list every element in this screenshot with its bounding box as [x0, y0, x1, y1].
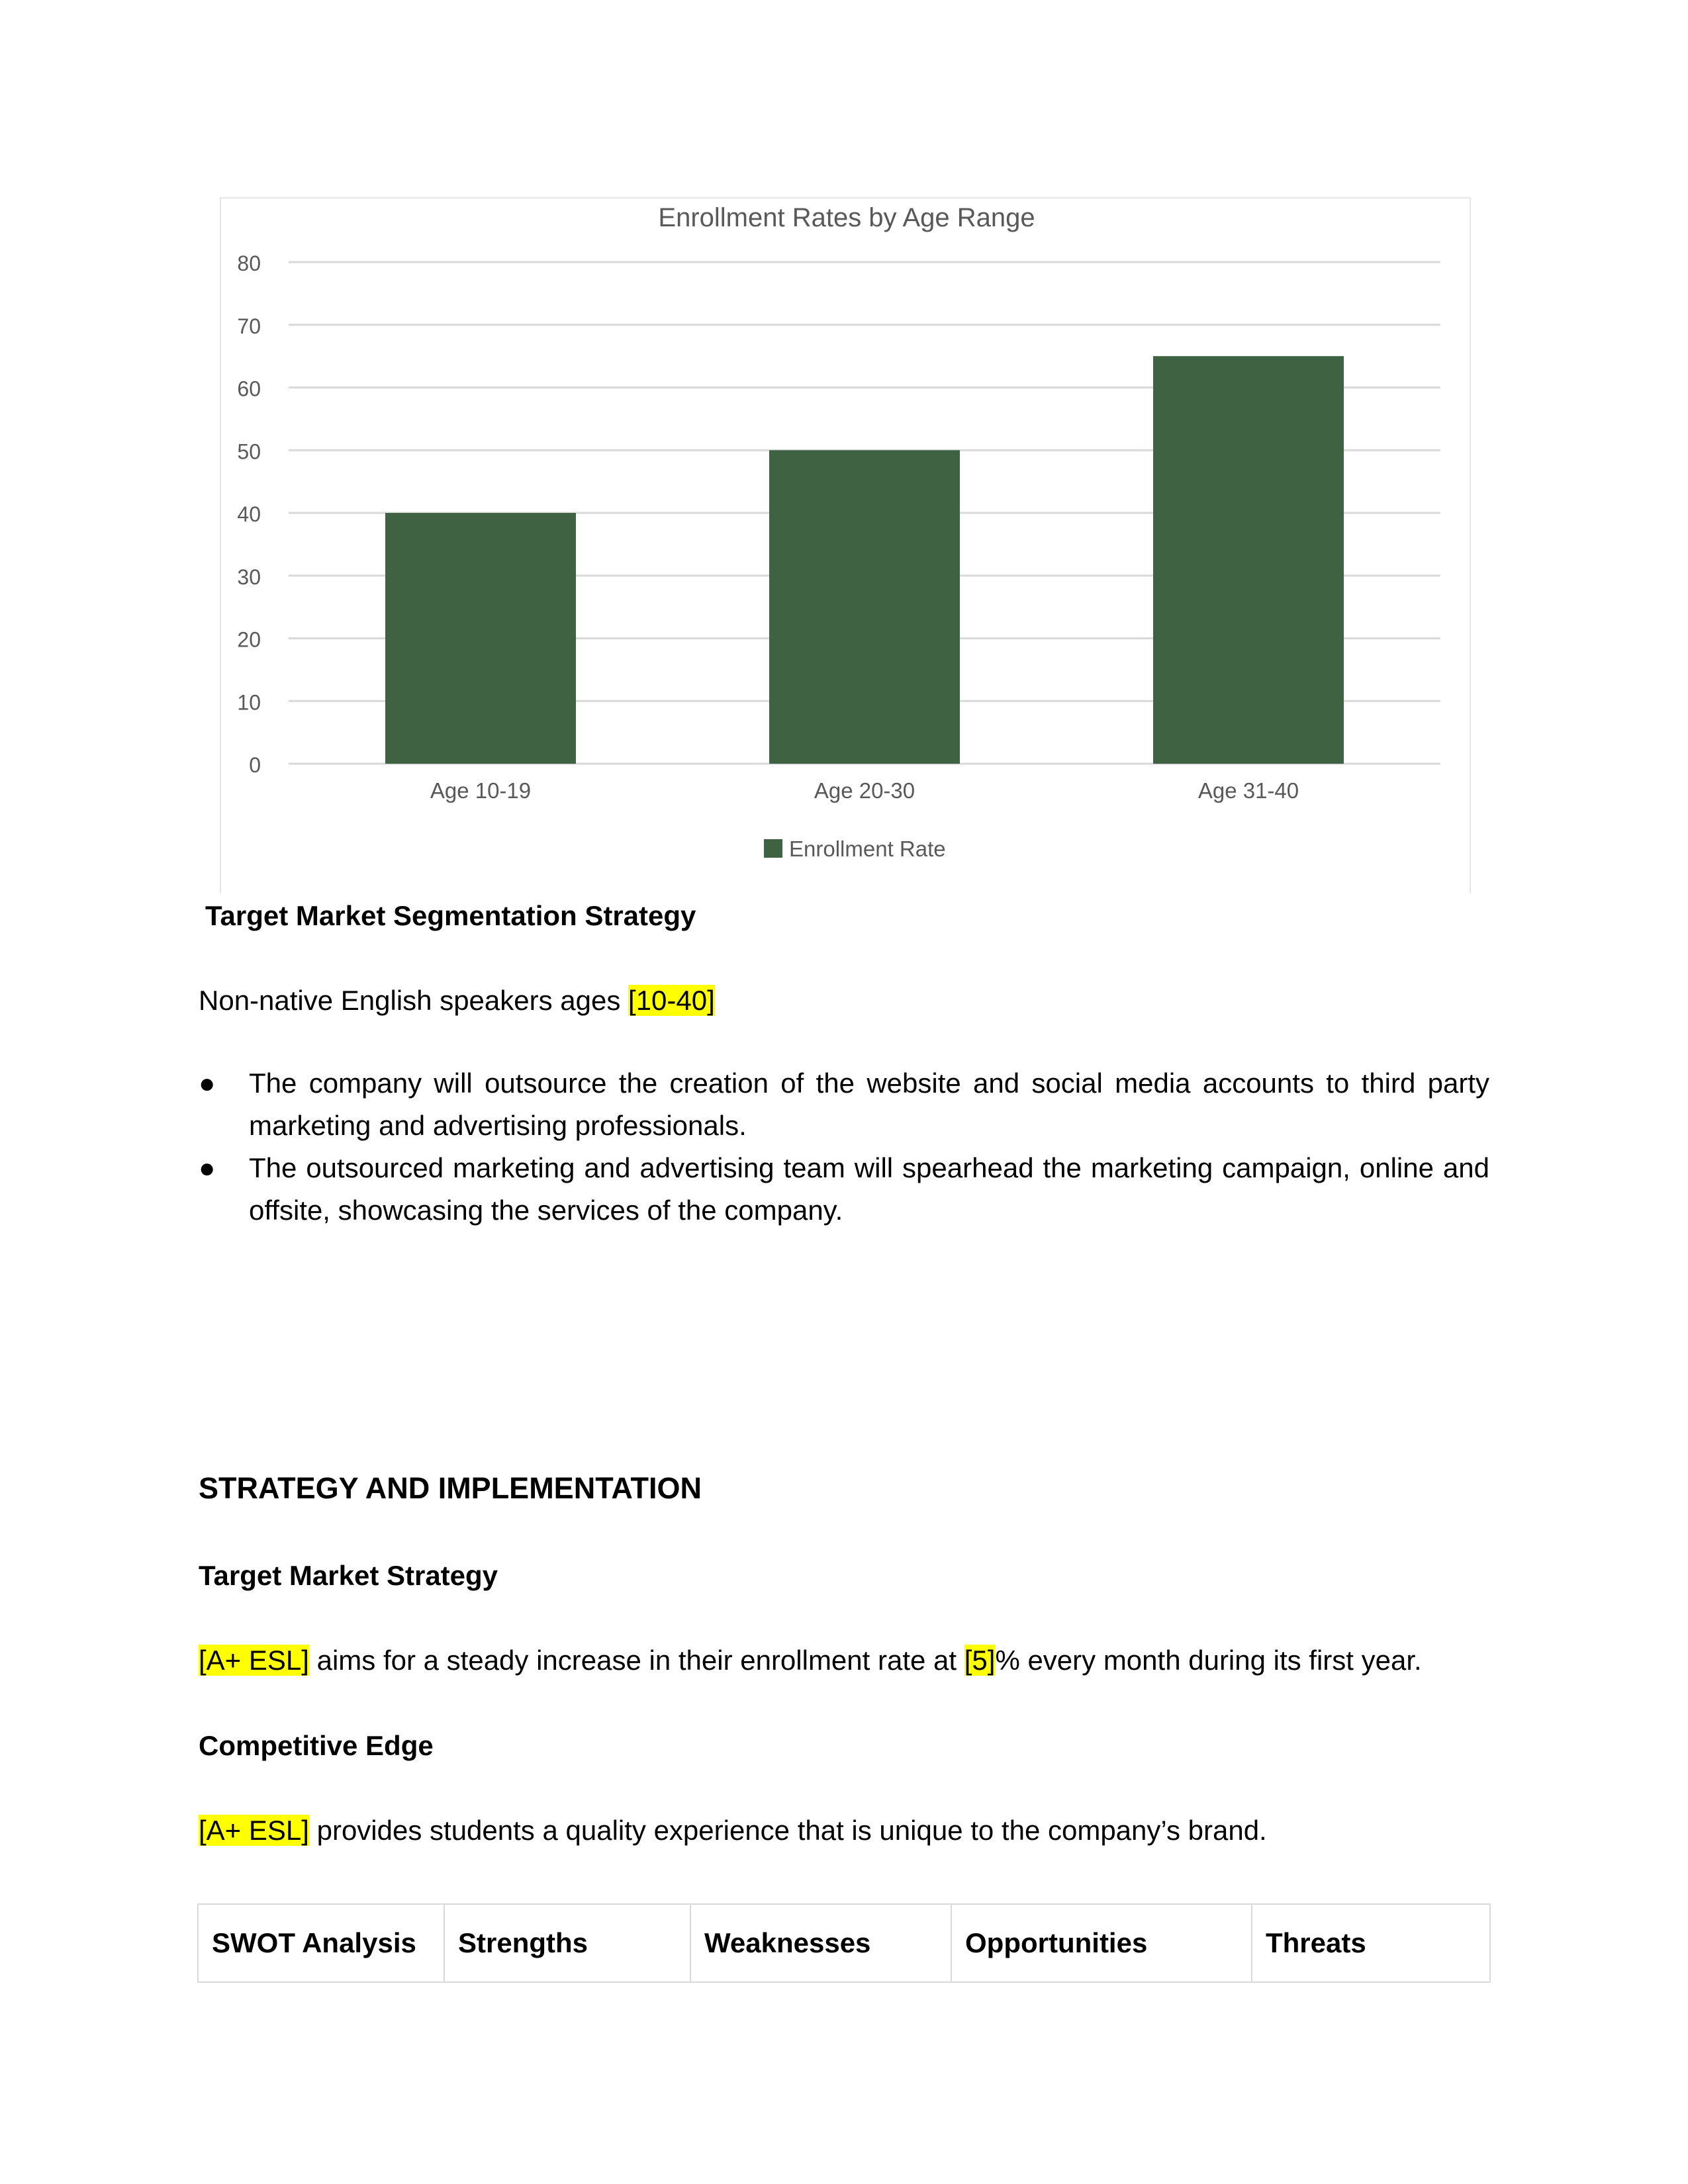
list-item	[199, 1147, 1489, 1232]
target-market-strategy-text	[199, 1639, 1422, 1682]
y-tick-label: 50	[237, 439, 261, 464]
company-name-highlight: [A+ ESL]	[199, 1815, 309, 1846]
swot-header-cell: Weaknesses	[690, 1904, 951, 1982]
y-tick-label: 0	[249, 753, 261, 777]
legend-label: Enrollment Rate	[789, 837, 946, 861]
audience-line	[199, 979, 715, 1022]
x-tick-label: Age 31-40	[1197, 778, 1299, 803]
enrollment-chart	[220, 197, 1471, 893]
swot-table	[197, 1903, 1491, 1983]
bar	[769, 450, 960, 764]
y-tick-label: 40	[237, 502, 261, 526]
bar	[385, 513, 576, 764]
y-tick-label: 80	[237, 251, 261, 275]
chart-title: Enrollment Rates by Age Range	[658, 203, 1035, 232]
edge-text: provides students a quality experience that is unique to the company’s brand.	[308, 1815, 1267, 1846]
competitive-edge-text	[199, 1809, 1267, 1852]
swot-header-cell: Opportunities	[951, 1904, 1252, 1982]
swot-header-cell: Threats	[1252, 1904, 1490, 1982]
y-tick-label: 10	[237, 690, 261, 715]
legend-swatch	[764, 839, 782, 858]
y-tick-label: 30	[237, 565, 261, 589]
x-tick-label: Age 20-30	[814, 778, 915, 803]
competitive-edge-heading: Competitive Edge	[199, 1730, 434, 1761]
target-text-part-b: % every month during its first year.	[995, 1645, 1422, 1676]
bar	[1153, 356, 1344, 764]
target-text-part-a: aims for a steady increase in their enrollment rate at	[308, 1645, 964, 1676]
target-market-strategy-heading: Target Market Strategy	[199, 1560, 498, 1591]
bullet-icon: ●	[199, 1152, 216, 1183]
audience-range-highlight: [10-40]	[628, 985, 715, 1016]
bullet-text: The outsourced marketing and advertising team will spearhead the marketing campaign, online and offsite, showcasing the services of the company.	[249, 1152, 1489, 1226]
segmentation-bullet-list	[199, 1062, 1489, 1232]
y-tick-label: 20	[237, 627, 261, 652]
segmentation-heading: Target Market Segmentation Strategy	[205, 900, 696, 931]
x-tick-label: Age 10-19	[430, 778, 532, 803]
swot-header-cell: Strengths	[444, 1904, 690, 1982]
list-item	[199, 1062, 1489, 1147]
company-name-highlight: [A+ ESL]	[199, 1645, 309, 1676]
rate-highlight: [5]	[964, 1645, 996, 1676]
swot-header-cell: SWOT Analysis	[198, 1904, 444, 1982]
strategy-heading: STRATEGY AND IMPLEMENTATION	[199, 1471, 702, 1505]
y-tick-label: 70	[237, 314, 261, 338]
y-tick-label: 60	[237, 377, 261, 401]
table-row	[198, 1904, 1490, 1982]
bullet-icon: ●	[199, 1068, 216, 1099]
chart-canvas	[221, 199, 1472, 895]
audience-prefix: Non-native English speakers ages	[199, 985, 629, 1016]
bullet-text: The company will outsource the creation of the website and social media accounts to third party marketing and advertising professionals.	[249, 1068, 1489, 1141]
